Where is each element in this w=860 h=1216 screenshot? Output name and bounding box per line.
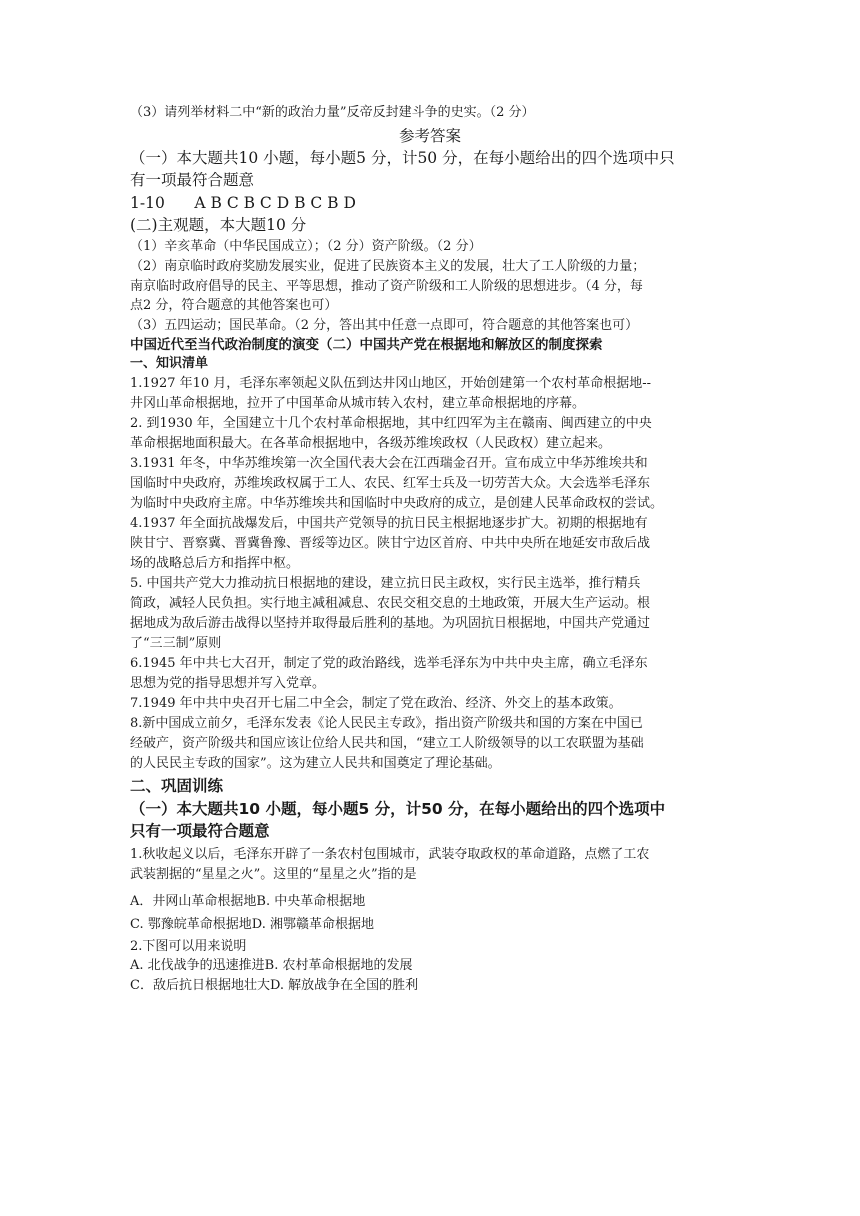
knowledge-line: 场的战略总后方和指挥中枢。	[130, 556, 300, 571]
question-2-options-cd: C．敌后抗日根据地壮大D. 解放战争在全国的胜利	[130, 978, 419, 993]
answers-part1-heading-line2: 有一项最符合题意	[130, 171, 255, 189]
question-1-stem-line1: 1.秋收起义以后，毛泽东开辟了一条农村包围城市，武装夺取政权的革命道路，点燃了工农	[130, 847, 650, 862]
question-1-stem-line2: 武装割据的“星星之火”。这里的“星星之火”指的是	[130, 867, 417, 882]
knowledge-line: 思想为党的指导思想并写入党章。	[130, 676, 326, 691]
knowledge-line: 陕甘宁、晋察冀、晋冀鲁豫、晋绥等边区。陕甘宁边区首府、中共中央所在地延安市敌后战	[130, 536, 651, 551]
answer-line: （1）辛亥革命（中华民国成立）；（2 分）资产阶级。（2 分）	[130, 239, 482, 254]
answer-line: （2）南京临时政府奖励发展实业，促进了民族资本主义的发展，壮大了工人阶级的力量；	[130, 259, 646, 274]
knowledge-line: 1.1927 年10 月，毛泽东率领起义队伍到达井冈山地区，开始创建第一个农村革命根据地--	[130, 376, 652, 391]
section-title: 中国近代至当代政治制度的演变（二）中国共产党在根据地和解放区的制度探索	[130, 337, 603, 353]
knowledge-line: 4.1937 年全面抗战爆发后，中国共产党领导的抗日民主根据地逐步扩大。初期的根据地有	[130, 516, 648, 531]
answers-part1-keys: 1-10 A B C B C D B C B D	[130, 194, 356, 212]
answers-title: 参考答案	[398, 127, 461, 145]
question-1-options-cd: C. 鄂豫皖革命根据地D. 湘鄂赣革命根据地	[130, 917, 374, 932]
knowledge-line: 7.1949 年中共中央召开七届二中全会，制定了党在政治、经济、外交上的基本政策。	[130, 696, 622, 711]
question-1-options-ab: A．井网山革命根据地B. 中央革命根据地	[130, 894, 366, 909]
knowledge-line: 5. 中国共产党大力推动抗日根据地的建设，建立抗日民主政权，实行民主选举，推行精兵	[130, 576, 641, 591]
knowledge-line: 6.1945 年中共七大召开，制定了党的政治路线，选举毛泽东为中共中央主席，确立毛泽东	[130, 656, 648, 671]
answers-part2-heading: (二)主观题，本大题10 分	[130, 216, 307, 234]
answers-part1-heading-line1: （一）本大题共10 小题，每小题5 分，计50 分，在每小题给出的四个选项中只	[130, 149, 675, 167]
answer-line: 点2 分，符合题意的其他答案也可）	[130, 298, 338, 313]
knowledge-line: 为临时中央政府主席。中华苏维埃共和国临时中央政府的成立，是创建人民革命政权的尝试。	[130, 496, 664, 511]
knowledge-line: 3.1931 年冬，中华苏维埃第一次全国代表大会在江西瑞金召开。宣布成立中华苏维埃共和	[130, 456, 648, 471]
knowledge-line: 国临时中央政府，苏维埃政权属于工人、农民、红军士兵及一切劳苦大众。大会选举毛泽东	[130, 476, 651, 491]
knowledge-line: 革命根据地面积最大。在各革命根据地中，各级苏维埃政权（人民政权）建立起来。	[130, 436, 612, 451]
question-2-options-ab: A. 北伐战争的迅速推进B. 农村革命根据地的发展	[130, 958, 413, 973]
knowledge-line: 2. 到1930 年，全国建立十几个农村革命根据地，其中红四军为主在赣南、闽西建立的中央	[130, 416, 652, 431]
knowledge-line: 简政，减轻人民负担。实行地主减租减息、农民交租交息的土地政策，开展大生产运动。根	[130, 596, 651, 611]
material-question-3: （3）请列举材料二中“新的政治力量”反帝反封建斗争的史实。（2 分）	[130, 105, 535, 120]
knowledge-line: 经破产，资产阶级共和国应该让位给人民共和国，“建立工人阶级领导的以工农联盟为基础	[130, 736, 644, 751]
practice-part1-heading-line1: （一）本大题共10 小题，每小题5 分，计50 分，在每小题给出的四个选项中	[130, 800, 666, 818]
practice-part1-heading-line2: 只有一项最符合题意	[130, 822, 270, 840]
answer-line: （3）五四运动；国民革命。（2 分，答出其中任意一点即可，符合题意的其他答案也可）	[130, 318, 639, 333]
knowledge-line: 井冈山革命根据地，拉开了中国革命从城市转入农村，建立革命根据地的序幕。	[130, 396, 586, 411]
knowledge-heading: 一、知识清单	[130, 356, 209, 371]
knowledge-line: 的人民民主专政的国家”。这为建立人民共和国奠定了理论基础。	[130, 756, 501, 771]
practice-heading: 二、巩固训练	[130, 777, 224, 795]
knowledge-line: 据地成为敌后游击战得以坚持并取得最后胜利的基地。为巩固抗日根据地，中国共产党通过	[130, 616, 651, 631]
question-2-stem: 2.下图可以用来说明	[130, 939, 247, 954]
knowledge-line: 了“三三制”原则	[130, 636, 222, 651]
knowledge-line: 8.新中国成立前夕，毛泽东发表《论人民民主专政》，指出资产阶级共和国的方案在中国已	[130, 716, 643, 731]
answer-line: 南京临时政府倡导的民主、平等思想，推动了资产阶级和工人阶级的思想进步。（4 分，每	[130, 279, 643, 294]
